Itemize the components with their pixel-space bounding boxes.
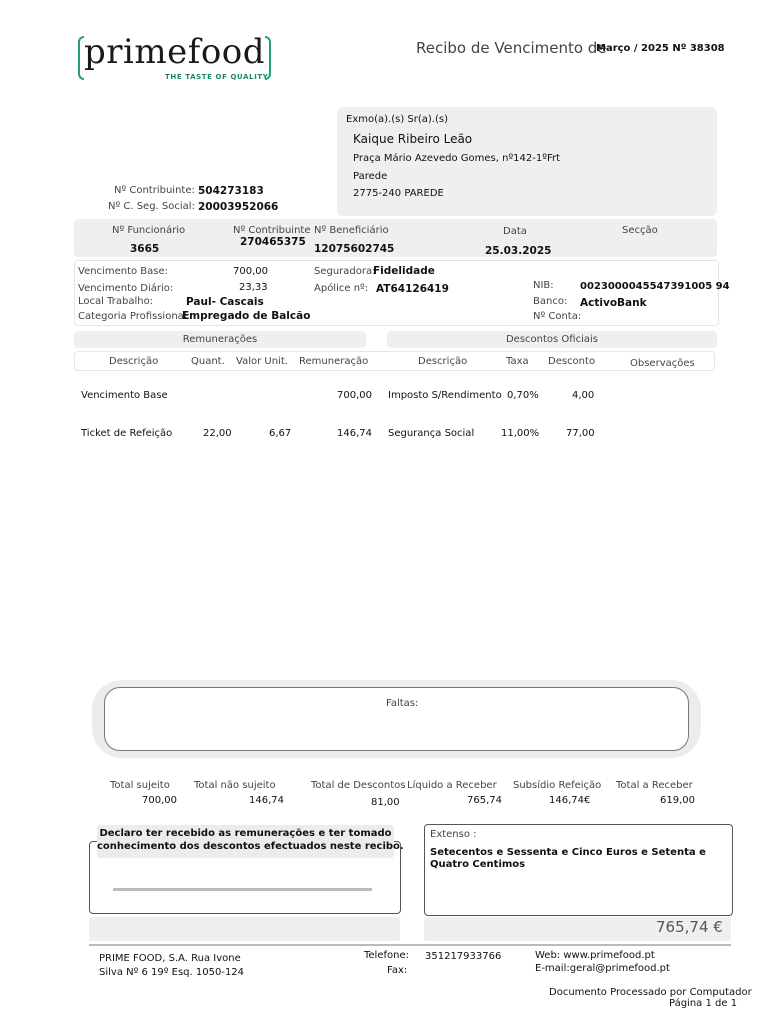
funcionario-label: Nº Funcionário bbox=[112, 225, 186, 236]
banco-label: Banco: bbox=[533, 296, 568, 307]
funcionario-value: 3665 bbox=[130, 243, 160, 255]
categoria-value: Empregado de Balcão bbox=[182, 310, 311, 322]
local-trabalho-label: Local Trabalho: bbox=[78, 296, 154, 307]
conta-label: Nº Conta: bbox=[533, 311, 582, 322]
total-descontos-value: 81,00 bbox=[371, 797, 400, 808]
company-email: E-mail:geral@primefood.pt bbox=[535, 963, 670, 974]
subsidio-label: Subsídio Refeição bbox=[513, 780, 602, 791]
liquido-value: 765,74 bbox=[467, 795, 502, 806]
banco-value: ActivoBank bbox=[580, 297, 647, 309]
beneficiario-label: Nº Beneficiário bbox=[314, 225, 389, 236]
faltas-box bbox=[104, 687, 689, 751]
signature-footer-bar bbox=[89, 917, 400, 941]
categoria-label: Categoria Profissional: bbox=[78, 311, 190, 322]
data-label: Data bbox=[503, 226, 527, 237]
table-column-header-row bbox=[74, 351, 715, 371]
recipient-name: Kaique Ribeiro Leão bbox=[353, 132, 473, 146]
seguradora-label: Seguradora: bbox=[314, 266, 376, 277]
receipt-period-number: Março / 2025 Nº 38308 bbox=[596, 43, 725, 54]
seguradora-value: Fidelidade bbox=[373, 265, 435, 277]
col-descricao: Descrição bbox=[109, 356, 159, 367]
total-nao-sujeito-value: 146,74 bbox=[249, 795, 284, 806]
declaration-line1: Declaro ter recebido as remunerações e ter tomado bbox=[99, 828, 392, 839]
col-valor-unit: Valor Unit. bbox=[236, 356, 288, 367]
seg-social-value: 20003952066 bbox=[198, 201, 279, 213]
descontos-header: Descontos Oficiais bbox=[387, 331, 717, 348]
page-number: Página 1 de 1 bbox=[669, 998, 738, 1009]
company-address-line1: PRIME FOOD, S.A. Rua Ivone bbox=[99, 953, 241, 964]
table-row-desconto-taxa: 11,00% bbox=[501, 428, 540, 439]
table-row-desconto-taxa: 0,70% bbox=[507, 390, 539, 401]
employee-contribuinte-label: Nº Contribuinte bbox=[233, 225, 311, 236]
col-taxa: Taxa bbox=[506, 356, 529, 367]
contribuinte-label: Nº Contribuinte: bbox=[114, 185, 195, 196]
venc-base-label: Vencimento Base: bbox=[78, 266, 168, 277]
venc-base-value: 700,00 bbox=[233, 266, 268, 277]
table-row-desconto-descricao: Imposto S/Rendimento bbox=[388, 390, 502, 401]
col-quant: Quant. bbox=[191, 356, 225, 367]
extenso-label: Extenso : bbox=[430, 829, 477, 840]
table-row-remuneracao-valor-unit: 6,67 bbox=[269, 428, 292, 439]
col-descricao-desconto: Descrição bbox=[418, 356, 468, 367]
col-observacoes: Observações bbox=[630, 358, 695, 369]
recipient-address-line3: 2775-240 PAREDE bbox=[353, 188, 444, 199]
seg-social-label: Nº C. Seg. Social: bbox=[108, 201, 195, 212]
liquido-label: Líquido a Receber bbox=[407, 780, 497, 791]
recipient-address-line1: Praça Mário Azevedo Gomes, nº142-1ºFrt bbox=[353, 153, 561, 164]
declaration-line2: conhecimento dos descontos efectuados neste recibo. bbox=[97, 841, 404, 852]
data-value: 25.03.2025 bbox=[485, 245, 552, 257]
extenso-text: Setecentos e Sessenta e Cinco Euros e Setenta e Quatro Centimos bbox=[430, 847, 706, 870]
telefone-label: Telefone: bbox=[364, 950, 409, 961]
table-row-desconto-valor: 4,00 bbox=[572, 390, 595, 401]
subsidio-value: 146,74€ bbox=[549, 795, 591, 806]
table-row-remuneracao-valor: 700,00 bbox=[337, 390, 372, 401]
recipient-address-line2: Parede bbox=[353, 171, 388, 182]
signature-line bbox=[113, 888, 372, 891]
logo-wordmark: primefood bbox=[84, 32, 266, 72]
table-row-desconto-valor: 77,00 bbox=[566, 428, 595, 439]
table-row-desconto-descricao: Segurança Social bbox=[388, 428, 475, 439]
company-website: Web: www.primefood.pt bbox=[535, 950, 655, 961]
total-sujeito-value: 700,00 bbox=[142, 795, 177, 806]
apolice-label: Apólice nº: bbox=[314, 283, 369, 294]
apolice-value: AT64126419 bbox=[376, 283, 449, 295]
beneficiario-value: 12075602745 bbox=[314, 243, 395, 255]
net-total-amount: 765,74 € bbox=[656, 918, 723, 936]
remuneracoes-header: Remunerações bbox=[74, 331, 366, 348]
table-row-remuneracao-valor: 146,74 bbox=[337, 428, 372, 439]
col-remuneracao: Remuneração bbox=[299, 356, 369, 367]
nib-value: 0023000045547391005 94 bbox=[580, 281, 730, 292]
company-address-line2: Silva Nº 6 19º Esq. 1050-124 bbox=[99, 967, 245, 978]
telefone-value: 351217933766 bbox=[425, 951, 502, 962]
declaration-text bbox=[97, 825, 404, 858]
col-desconto: Desconto bbox=[548, 356, 596, 367]
employee-contribuinte-value: 270465375 bbox=[240, 236, 306, 248]
venc-diario-label: Vencimento Diário: bbox=[78, 283, 174, 294]
local-trabalho-value: Paul- Cascais bbox=[186, 296, 264, 308]
total-sujeito-label: Total sujeito bbox=[110, 780, 170, 791]
salutation: Exmo(a).(s) Sr(a).(s) bbox=[346, 114, 448, 125]
table-row-remuneracao-descricao: Ticket de Refeição bbox=[81, 428, 173, 439]
total-receber-value: 619,00 bbox=[660, 795, 695, 806]
table-row-remuneracao-descricao: Vencimento Base bbox=[81, 390, 168, 401]
faltas-label: Faltas: bbox=[386, 698, 419, 709]
contribuinte-value: 504273183 bbox=[198, 185, 264, 197]
venc-diario-value: 23,33 bbox=[239, 282, 268, 293]
total-nao-sujeito-label: Total não sujeito bbox=[194, 780, 276, 791]
total-descontos-label: Total de Descontos bbox=[311, 780, 406, 791]
fax-label: Fax: bbox=[387, 965, 408, 976]
footer-divider bbox=[89, 944, 731, 946]
table-row-remuneracao-quant: 22,00 bbox=[203, 428, 232, 439]
nib-label: NIB: bbox=[533, 280, 554, 291]
seccao-label: Secção bbox=[622, 225, 658, 236]
logo-tagline: THE TASTE OF QUALITY bbox=[165, 73, 269, 81]
total-receber-label: Total a Receber bbox=[616, 780, 693, 791]
receipt-title: Recibo de Vencimento de bbox=[416, 39, 607, 57]
processed-notice: Documento Processado por Computador bbox=[549, 987, 752, 998]
